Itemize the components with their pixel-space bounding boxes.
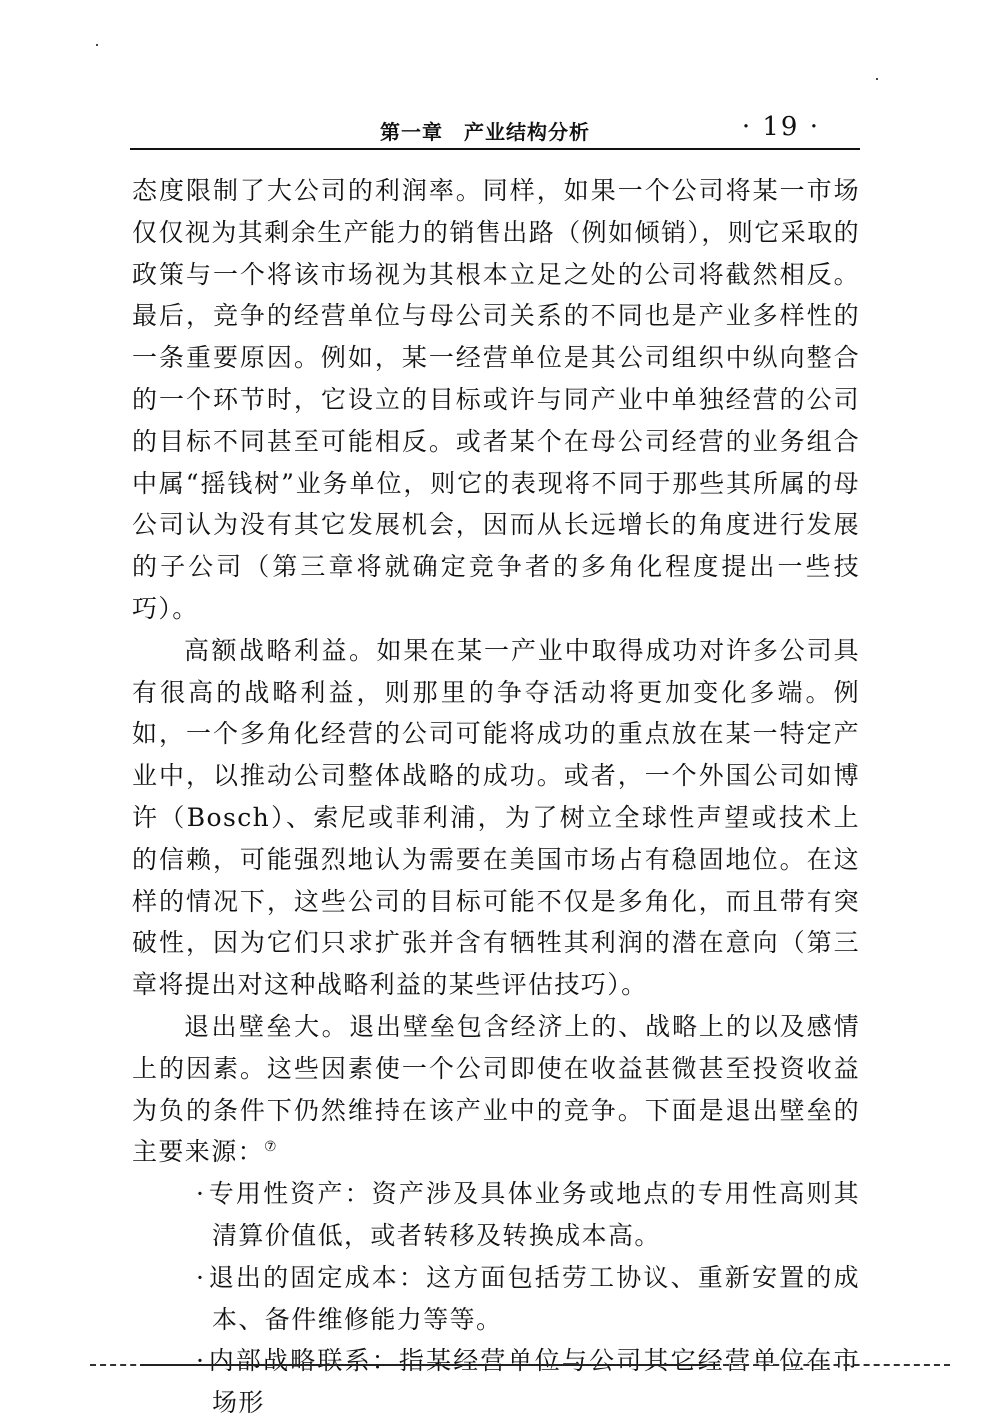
running-header [130,112,860,150]
list-item-text: 退出的固定成本：这方面包括劳工协议、重新安置的成本、备件维修能力等等。 [208,1262,860,1334]
bullet-marker: · [196,1262,206,1292]
list-item [132,1173,860,1257]
paragraph-2 [132,630,860,1006]
paragraph-3-text: 退出壁垒包含经济上的、战略上的以及感情上的因素。这些因素使一个公司即使在收益甚微甚至投资收益为负的条件下仍然维持在该产业中的竞争。下面是退出壁垒的主要来源： [132,1011,860,1167]
scan-speck [876,78,878,80]
scan-speck [96,44,98,46]
run-in-heading-exit-barriers: 退出壁垒大。 [184,1011,350,1041]
list-item [132,1257,860,1341]
bottom-scan-line [140,1364,720,1366]
paragraph-2-text: 如果在某一产业中取得成功对许多公司具有很高的战略利益，则那里的争夺活动将更加变化多端。例如，一个多角化经营的公司可能将成功的重点放在某一特定产业中，以推动公司整体战略的成功。或者，一个外国公司如博许（Bosch）、索尼或菲利浦，为了树立全球性声望或技术上的信赖，可能强烈地认为需要在美国市场占有稳固地位。在这样的情况下，这些公司的目标可能不仅是多角化，而且带有突破性，因为它们只求扩张并含有牺牲其利润的潜在意向（第三章将提出对这种战略利益的某些评估技巧）。 [132,635,860,1000]
run-in-heading-strategic-stakes: 高额战略利益。 [184,635,377,665]
footnote-marker: ⑦ [264,1139,278,1156]
chapter-title: 第一章 产业结构分析 [380,120,590,144]
page-number: · 19 · [741,112,820,142]
body-text [132,170,860,1424]
exit-barrier-list [132,1173,860,1424]
bullet-marker: · [196,1179,206,1209]
list-item-text: 专用性资产：资产涉及具体业务或地点的专用性高则其清算价值低，或者转移及转换成本高。 [208,1179,860,1250]
paragraph-1: 态度限制了大公司的利润率。同样，如果一个公司将某一市场仅仅视为其剩余生产能力的销售出路（例如倾销），则它采取的政策与一个将该市场视为其根本立足之处的公司将截然相反。最后，竞争的经营单位与母公司关系的不同也是产业多样性的一条重要原因。例如，某一经营单位是其公司组织中纵向整合的一个环节时，它设立的目标或许与同产业中单独经营的公司的目标不同甚至可能相反。或者某个在母公司经营的业务组合中属“摇钱树”业务单位，则它的表现将不同于那些其所属的母公司认为没有其它发展机会，因而从长远增长的角度进行发展的子公司（第三章将就确定竞争者的多角化程度提出一些技巧）。 [132,176,860,623]
list-item-text: 内部战略联系：指某经营单位与公司其它经营单位在市场形 [208,1346,860,1418]
paragraph-3 [132,1006,860,1173]
bullet-marker: · [196,1346,206,1376]
list-item [132,1340,860,1424]
